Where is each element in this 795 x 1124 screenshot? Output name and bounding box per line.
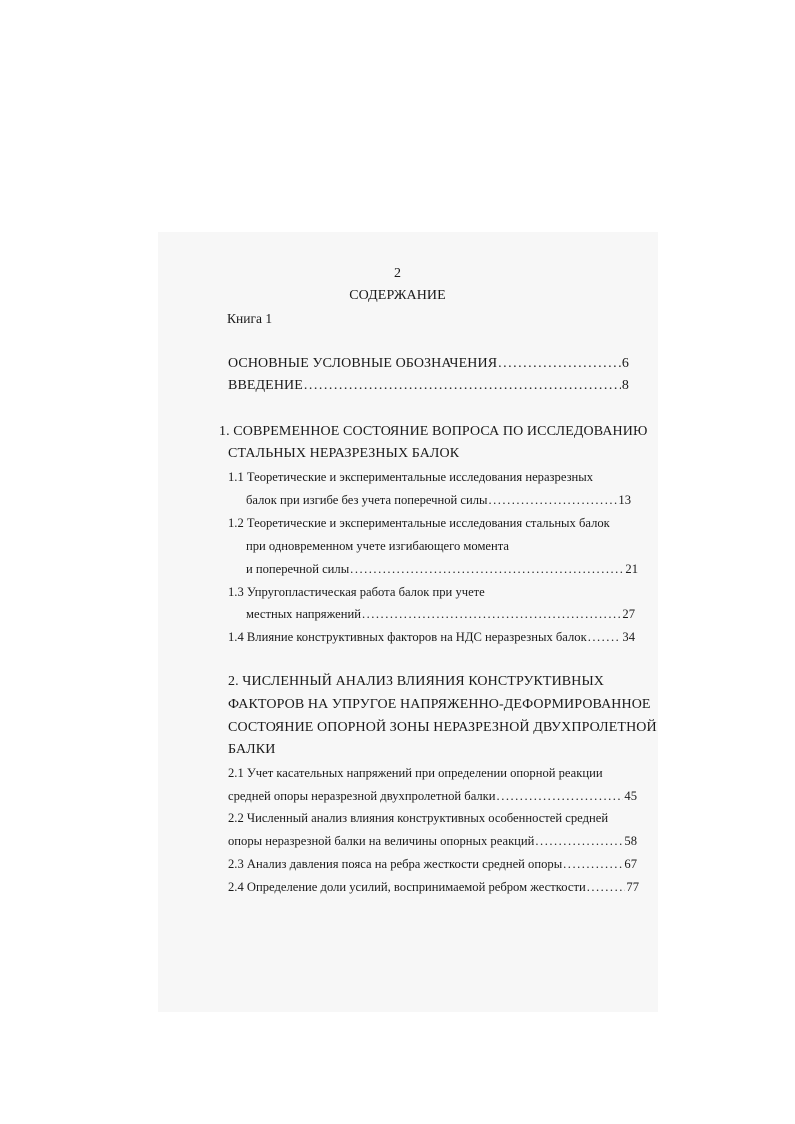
toc-entry-label: ОСНОВНЫЕ УСЛОВНЫЕ ОБОЗНАЧЕНИЯ — [228, 356, 498, 371]
toc-entry-page: 77 — [626, 880, 639, 894]
toc-entry-label: 2.3 Анализ давления пояса на ребра жесткости средней опоры — [228, 857, 563, 871]
toc-entry-page: 27 — [622, 607, 635, 621]
section-2-1-line1[interactable]: 2.1 Учет касательных напряжений при определении опорной реакции — [228, 766, 603, 780]
toc-entry-label: средней опоры неразрезной двухпролетной балки — [228, 789, 496, 803]
toc-entry-1-3[interactable] — [246, 607, 635, 622]
toc-entry-2-3[interactable] — [228, 857, 637, 872]
toc-entry-notation[interactable] — [228, 356, 629, 372]
toc-entry-2-1[interactable] — [228, 789, 637, 804]
dot-leader — [304, 378, 621, 394]
dot-leader — [350, 562, 624, 577]
toc-entry-label: и поперечной силы — [246, 562, 350, 576]
toc-entry-label: 1.4 Влияние конструктивных факторов на НДС неразрезных балок — [228, 630, 587, 644]
chapter2-title-line1[interactable]: 2. ЧИСЛЕННЫЙ АНАЛИЗ ВЛИЯНИЯ КОНСТРУКТИВНЫХ — [228, 674, 604, 689]
toc-entry-page: 8 — [621, 378, 629, 393]
toc-entry-introduction[interactable] — [228, 378, 629, 394]
dot-leader — [563, 857, 623, 872]
toc-entry-label: местных напряжений — [246, 607, 361, 621]
toc-entry-page: 21 — [625, 562, 638, 576]
toc-title: СОДЕРЖАНИЕ — [349, 288, 446, 303]
toc-entry-page: 6 — [621, 356, 629, 371]
toc-entry-2-2[interactable] — [228, 834, 637, 849]
dot-leader — [488, 493, 617, 508]
page-number: 2 — [393, 266, 402, 281]
dot-leader — [362, 607, 621, 622]
toc-entry-label: опоры неразрезной балки на величины опорных реакций — [228, 834, 535, 848]
dot-leader — [498, 356, 621, 372]
dot-leader — [587, 880, 626, 895]
chapter1-title-line2[interactable]: СТАЛЬНЫХ НЕРАЗРЕЗНЫХ БАЛОК — [228, 446, 460, 461]
chapter2-title-line2[interactable]: ФАКТОРОВ НА УПРУГОЕ НАПРЯЖЕННО-ДЕФОРМИРОВАННОЕ — [228, 697, 651, 712]
toc-entry-1-2[interactable] — [246, 562, 638, 577]
section-1-2-line1[interactable]: 1.2 Теоретические и экспериментальные исследования стальных балок — [228, 516, 610, 530]
toc-entry-label: балок при изгибе без учета поперечной силы — [246, 493, 488, 507]
dot-leader — [588, 630, 622, 645]
chapter2-title-line3[interactable]: СОСТОЯНИЕ ОПОРНОЙ ЗОНЫ НЕРАЗРЕЗНОЙ ДВУХПРОЛЕТНОЙ — [228, 720, 657, 735]
toc-entry-1-4[interactable] — [228, 630, 635, 645]
dot-leader — [535, 834, 623, 849]
toc-entry-label: ВВЕДЕНИЕ — [228, 378, 303, 393]
toc-entry-2-4[interactable] — [228, 880, 639, 895]
book-label: Книга 1 — [227, 311, 273, 326]
section-1-1-line1[interactable]: 1.1 Теоретические и экспериментальные исследования неразрезных — [228, 470, 594, 484]
toc-entry-label: 2.4 Определение доли усилий, воспринимаемой ребром жесткости — [228, 880, 586, 894]
toc-entry-page: 34 — [622, 630, 635, 644]
toc-entry-page: 45 — [624, 789, 637, 803]
section-1-2-line2[interactable]: при одновременном учете изгибающего момента — [246, 539, 509, 553]
dot-leader — [497, 789, 624, 804]
section-1-3-line1[interactable]: 1.3 Упругопластическая работа балок при учете — [228, 585, 485, 599]
toc-entry-page: 13 — [618, 493, 631, 507]
chapter1-title-line1[interactable]: 1. СОВРЕМЕННОЕ СОСТОЯНИЕ ВОПРОСА ПО ИССЛЕДОВАНИЮ — [219, 424, 648, 439]
toc-entry-page: 67 — [624, 857, 637, 871]
section-2-2-line1[interactable]: 2.2 Численный анализ влияния конструктивных особенностей средней — [228, 811, 609, 825]
toc-entry-page: 58 — [624, 834, 637, 848]
toc-entry-1-1[interactable] — [246, 493, 631, 508]
chapter2-title-line4[interactable]: БАЛКИ — [228, 742, 276, 757]
